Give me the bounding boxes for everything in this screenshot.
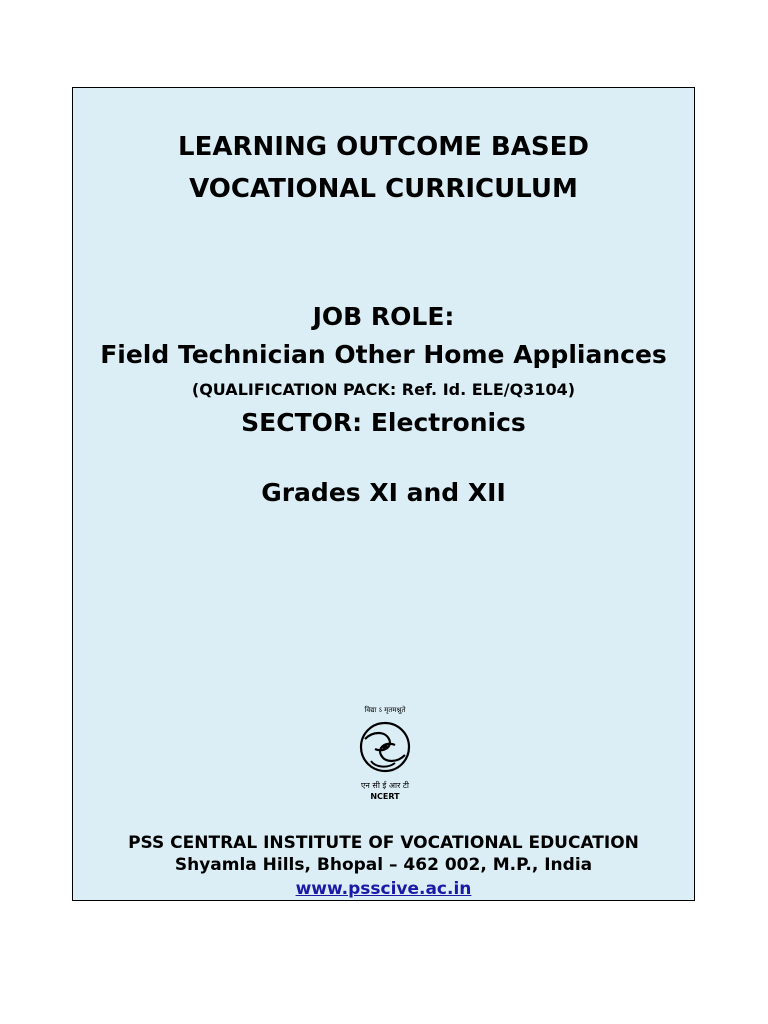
institute-name: PSS CENTRAL INSTITUTE OF VOCATIONAL EDUCATION: [128, 833, 639, 853]
qualification-pack: (QUALIFICATION PACK: Ref. Id. ELE/Q3104): [191, 380, 576, 399]
website-link[interactable]: www.psscive.ac.in: [295, 879, 472, 899]
logo-hindi-name: एन सी ई आर टी: [361, 781, 409, 790]
logo-english-name: NCERT: [370, 792, 400, 801]
institute-address: Shyamla Hills, Bhopal – 462 002, M.P., India: [174, 855, 593, 875]
logo-motto: विद्या ऽ मृतमश्नुते: [364, 706, 406, 714]
website-line: [73, 879, 694, 899]
cover-page: [72, 87, 695, 901]
title-line-1: LEARNING OUTCOME BASED: [178, 132, 589, 162]
sector: SECTOR: Electronics: [241, 408, 526, 437]
title-line-2: VOCATIONAL CURRICULUM: [189, 174, 578, 204]
job-role-name: Field Technician Other Home Appliances: [100, 340, 667, 369]
grades: Grades XI and XII: [261, 478, 506, 507]
ncert-logo: [335, 703, 435, 803]
job-role-label: JOB ROLE:: [312, 302, 455, 331]
